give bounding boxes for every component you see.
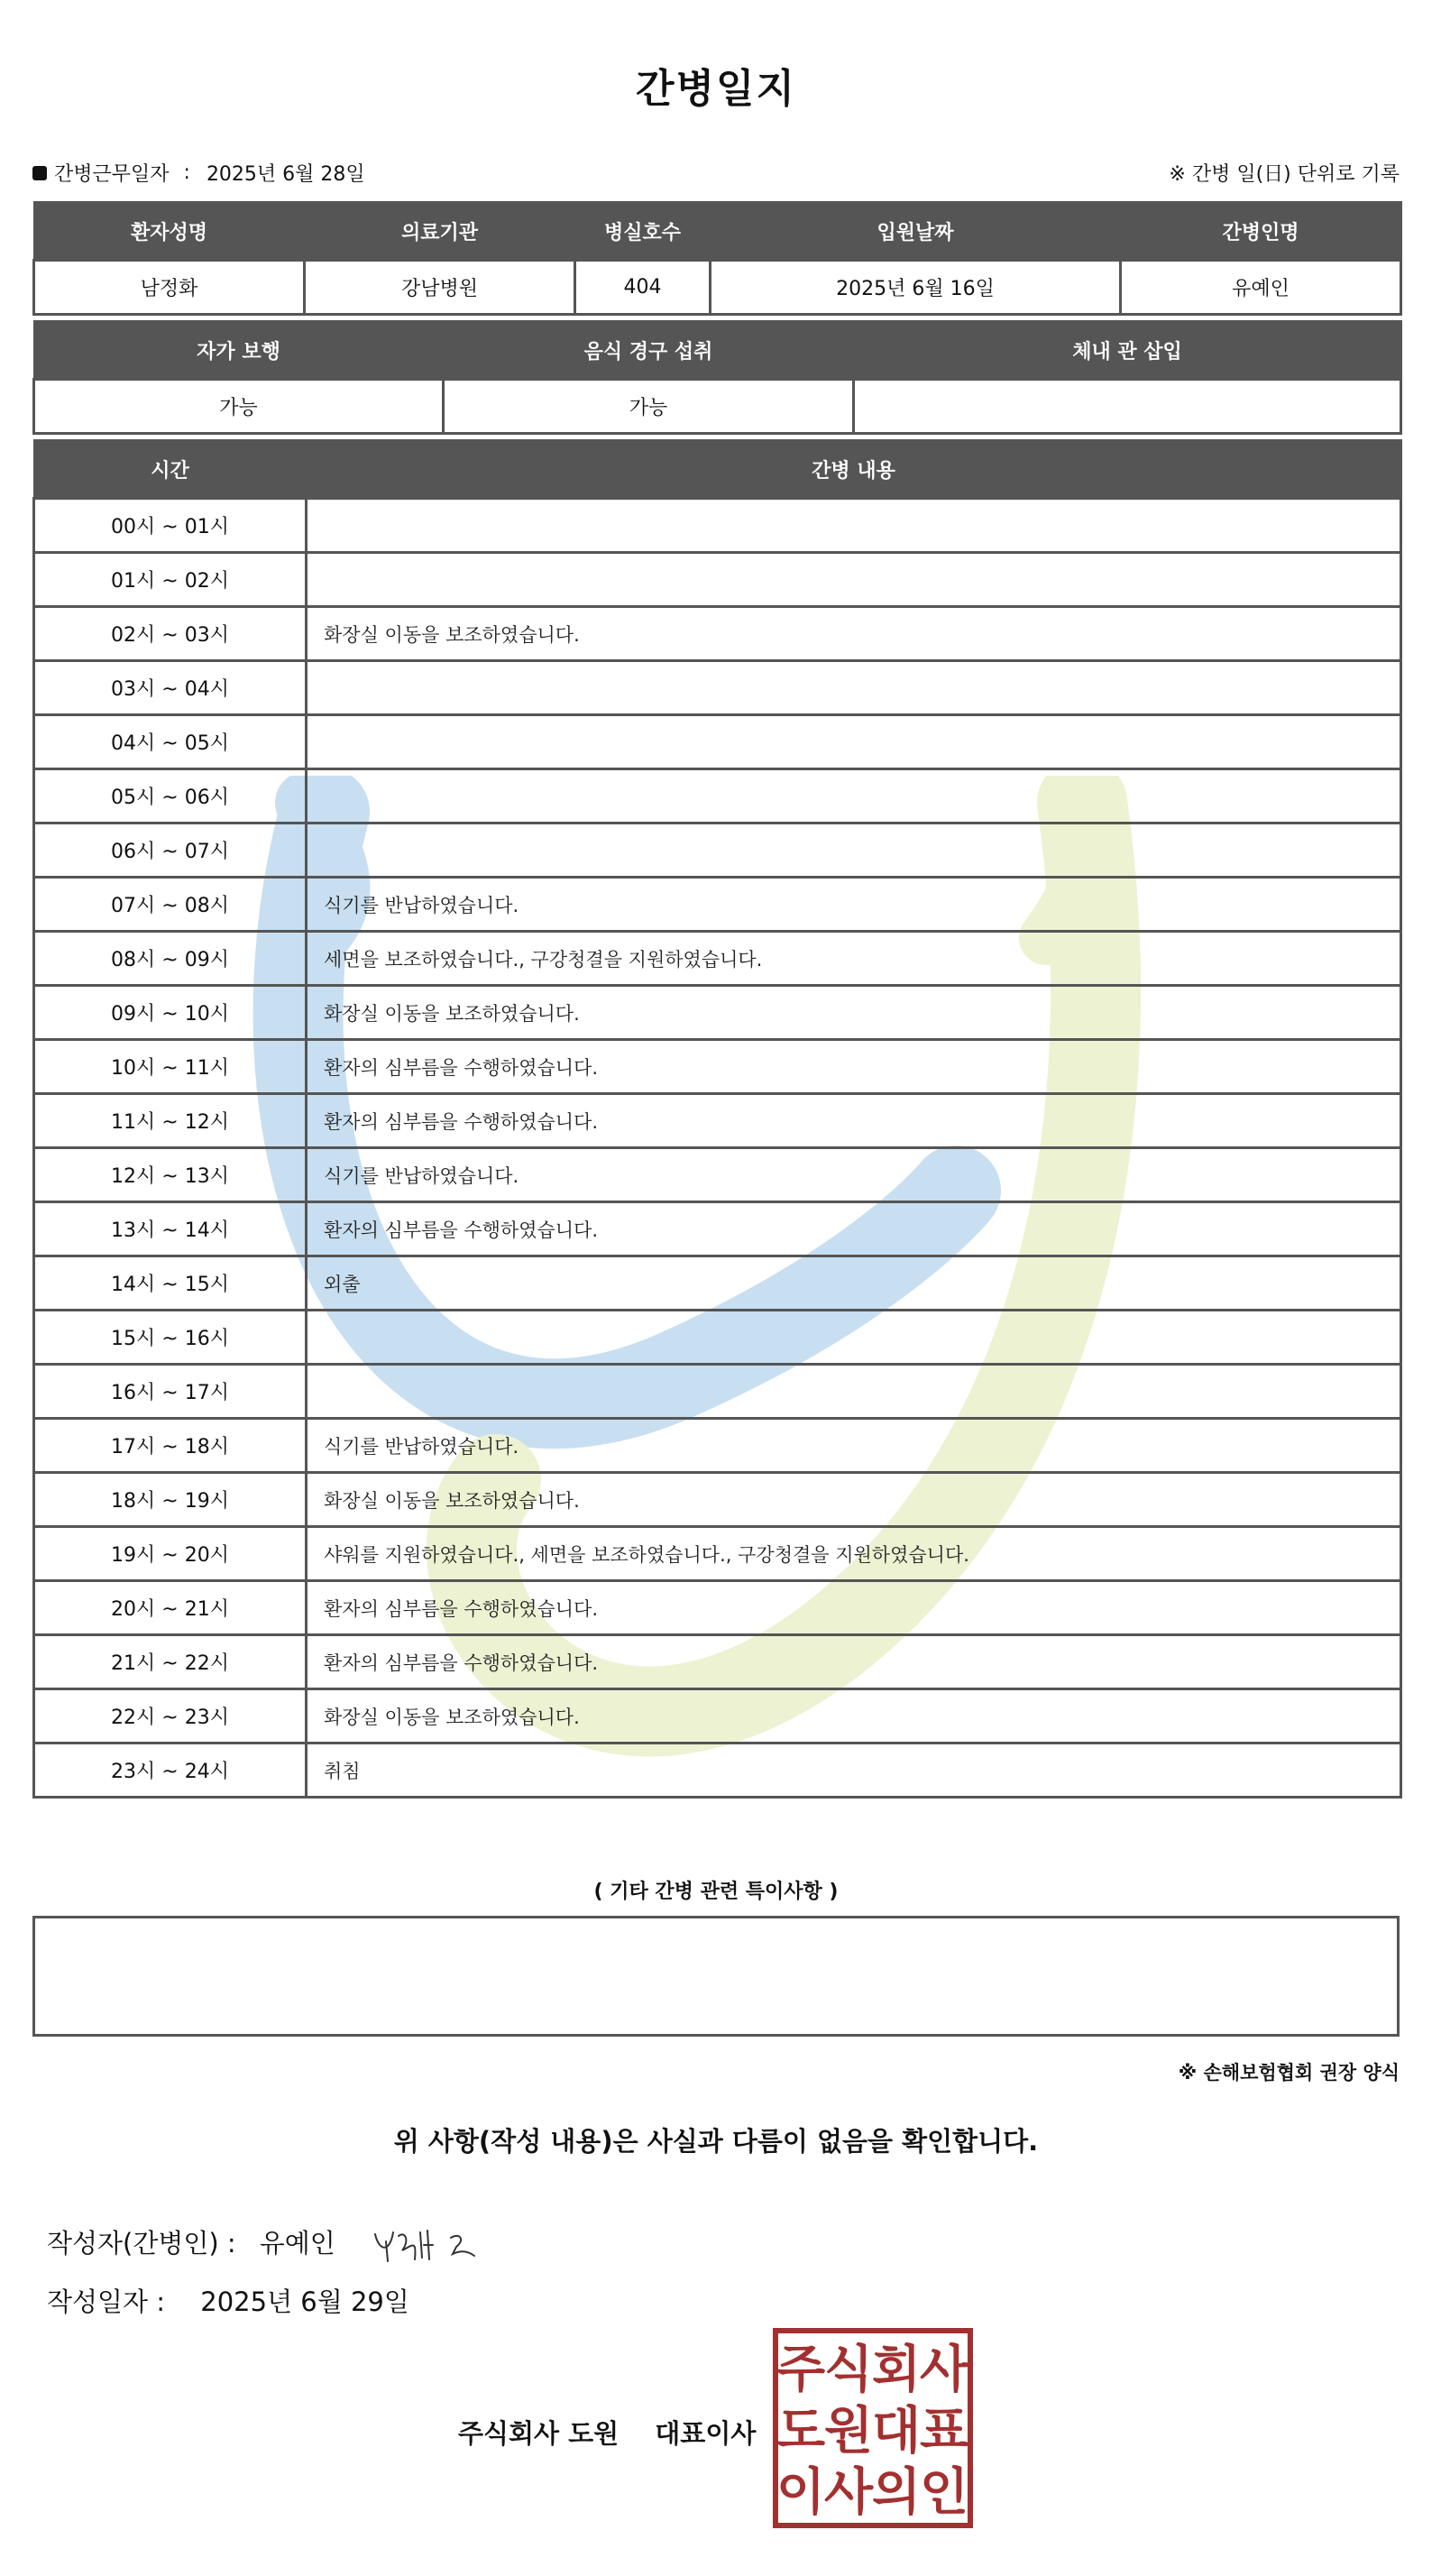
- writer-name: 유예인: [259, 2227, 335, 2259]
- header-hospital: 의료기관: [305, 202, 575, 261]
- header-room: 병실호수: [575, 202, 711, 261]
- work-date-value: 2025년 6월 28일: [206, 163, 365, 186]
- tube-insertion-value: [854, 380, 1401, 434]
- seal-character: 인: [919, 2463, 969, 2522]
- care-log-time: 11시 ~ 12시: [34, 1094, 307, 1148]
- work-date-separator: :: [183, 161, 190, 184]
- header-time: 시간: [34, 440, 307, 499]
- care-log-content: 환자의 심부름을 수행하였습니다.: [307, 1094, 1401, 1148]
- care-log-content: 환자의 심부름을 수행하였습니다.: [307, 1635, 1401, 1689]
- seal-character: 대: [871, 2402, 922, 2461]
- writer-label: 작성자(간병인) :: [47, 2227, 236, 2259]
- care-log-row: [34, 1581, 1401, 1635]
- care-log-time: 08시 ~ 09시: [34, 932, 307, 986]
- care-log-time: 22시 ~ 23시: [34, 1689, 307, 1743]
- care-log-time: 18시 ~ 19시: [34, 1473, 307, 1527]
- care-log-content: 외출: [307, 1256, 1401, 1311]
- header-admission-date: 입원날짜: [711, 202, 1121, 261]
- care-log-row: [34, 1148, 1401, 1202]
- care-log-row: [34, 499, 1401, 553]
- etc-title: ( 기타 간병 관련 특이사항 ): [593, 1881, 839, 1903]
- seal-character: 사: [823, 2463, 874, 2522]
- caregiver-name: 유예인: [1121, 261, 1401, 315]
- care-log-time: 07시 ~ 08시: [34, 878, 307, 932]
- care-log-time: 15시 ~ 16시: [34, 1311, 307, 1365]
- writer-line: [47, 2214, 492, 2268]
- care-log-row: [34, 1094, 1401, 1148]
- care-log-table: [32, 439, 1402, 1799]
- care-log-content: 세면을 보조하였습니다., 구강청결을 지원하였습니다.: [307, 932, 1401, 986]
- care-log-time: 03시 ~ 04시: [34, 661, 307, 715]
- care-log-time: 00시 ~ 01시: [34, 499, 307, 553]
- care-log-content: 화장실 이동을 보조하였습니다.: [307, 607, 1401, 661]
- care-log-row: [34, 1689, 1401, 1743]
- written-date-label: 작성일자 :: [47, 2286, 166, 2317]
- seal-character: 사: [919, 2341, 969, 2399]
- care-log-content: 화장실 이동을 보조하였습니다.: [307, 1473, 1401, 1527]
- care-log-content: 샤워를 지원하였습니다., 세면을 보조하였습니다., 구강청결을 지원하였습니다.: [307, 1527, 1401, 1581]
- care-log-content: 식기를 반납하였습니다.: [307, 1148, 1401, 1202]
- header-caregiver-name: 간병인명: [1121, 202, 1401, 261]
- work-date-label: 간병근무일자: [54, 163, 170, 186]
- care-log-time: 17시 ~ 18시: [34, 1419, 307, 1473]
- care-log-time: 02시 ~ 03시: [34, 607, 307, 661]
- care-log-content: [307, 661, 1401, 715]
- care-log-row: [34, 1202, 1401, 1256]
- bullet-square-icon: [32, 166, 47, 180]
- care-log-content: 화장실 이동을 보조하였습니다.: [307, 1689, 1401, 1743]
- seal-character: 회: [871, 2341, 922, 2399]
- seal-character: 도: [776, 2402, 826, 2461]
- patient-name: 남정화: [34, 261, 305, 315]
- care-log-time: 12시 ~ 13시: [34, 1148, 307, 1202]
- header-tube-insertion: 체내 관 삽입: [854, 321, 1401, 380]
- care-log-time: 19시 ~ 20시: [34, 1527, 307, 1581]
- care-log-row: [34, 1419, 1401, 1473]
- oral-intake-value: 가능: [444, 380, 854, 434]
- seal-character: 이: [776, 2463, 826, 2522]
- patient-info-table: [32, 201, 1402, 316]
- care-log-row: [34, 715, 1401, 769]
- seal-character: 표: [919, 2402, 969, 2461]
- care-log-row: [34, 1365, 1401, 1419]
- care-log-content: [307, 1311, 1401, 1365]
- company-representative: 대표이사: [655, 2418, 757, 2449]
- care-log-row: [34, 553, 1401, 607]
- care-log-row: [34, 1256, 1401, 1311]
- form-note: ※ 손해보험협회 권장 양식: [1178, 2062, 1400, 2084]
- confirmation-statement: 위 사항(작성 내용)은 사실과 다름이 없음을 확인합니다.: [393, 2126, 1039, 2157]
- care-log-content: 식기를 반납하였습니다.: [307, 1419, 1401, 1473]
- care-log-time: 13시 ~ 14시: [34, 1202, 307, 1256]
- seal-character: 원: [823, 2402, 874, 2461]
- care-log-content: [307, 769, 1401, 823]
- care-log-content: 취침: [307, 1743, 1401, 1798]
- care-log-content: [307, 1365, 1401, 1419]
- care-log-row: [34, 1743, 1401, 1798]
- care-log-time: 14시 ~ 15시: [34, 1256, 307, 1311]
- care-log-row: [34, 986, 1401, 1040]
- header-care-content: 간병 내용: [307, 440, 1401, 499]
- admission-date: 2025년 6월 16일: [711, 261, 1121, 315]
- page-title: 간병일지: [635, 66, 796, 112]
- care-log-content: 화장실 이동을 보조하였습니다.: [307, 986, 1401, 1040]
- care-log-row: [34, 878, 1401, 932]
- written-date-value: 2025년 6월 29일: [200, 2286, 409, 2317]
- self-walking-value: 가능: [34, 380, 444, 434]
- care-log-row: [34, 1473, 1401, 1527]
- care-log-content: 환자의 심부름을 수행하였습니다.: [307, 1202, 1401, 1256]
- company-seal-stamp: [772, 2327, 974, 2529]
- company-name: 주식회사 도원: [458, 2418, 620, 2449]
- header-self-walking: 자가 보행: [34, 321, 444, 380]
- written-date-line: [47, 2282, 409, 2319]
- care-log-row: [34, 1527, 1401, 1581]
- care-log-time: 04시 ~ 05시: [34, 715, 307, 769]
- seal-character: 주: [776, 2341, 826, 2399]
- care-log-row: [34, 1311, 1401, 1365]
- seal-character: 식: [823, 2341, 874, 2399]
- care-log-content: 환자의 심부름을 수행하였습니다.: [307, 1581, 1401, 1635]
- signature-image: [366, 2214, 492, 2268]
- care-log-time: 16시 ~ 17시: [34, 1365, 307, 1419]
- seal-character: 의: [871, 2463, 922, 2522]
- care-log-row: [34, 823, 1401, 878]
- care-log-content: [307, 823, 1401, 878]
- room-number: 404: [575, 261, 711, 315]
- care-log-time: 20시 ~ 21시: [34, 1581, 307, 1635]
- care-log-row: [34, 607, 1401, 661]
- etc-notes-box: [32, 1916, 1400, 2037]
- work-date: [32, 159, 365, 187]
- company-line: [458, 2414, 756, 2451]
- header-patient-name: 환자성명: [34, 202, 305, 261]
- care-log-row: [34, 1635, 1401, 1689]
- care-log-row: [34, 1040, 1401, 1094]
- care-log-content: 환자의 심부름을 수행하였습니다.: [307, 1040, 1401, 1094]
- care-log-time: 23시 ~ 24시: [34, 1743, 307, 1798]
- care-log-row: [34, 769, 1401, 823]
- care-log-time: 06시 ~ 07시: [34, 823, 307, 878]
- care-log-content: [307, 715, 1401, 769]
- care-log-content: [307, 553, 1401, 607]
- hospital-name: 강남병원: [305, 261, 575, 315]
- care-log-content: 식기를 반납하였습니다.: [307, 878, 1401, 932]
- patient-status-table: [32, 320, 1402, 435]
- care-log-time: 10시 ~ 11시: [34, 1040, 307, 1094]
- unit-note: ※ 간병 일(日) 단위로 기록: [1169, 163, 1400, 186]
- care-log-time: 21시 ~ 22시: [34, 1635, 307, 1689]
- care-log-time: 01시 ~ 02시: [34, 553, 307, 607]
- header-oral-intake: 음식 경구 섭취: [444, 321, 854, 380]
- care-log-row: [34, 661, 1401, 715]
- care-log-time: 09시 ~ 10시: [34, 986, 307, 1040]
- care-log-time: 05시 ~ 06시: [34, 769, 307, 823]
- care-log-row: [34, 932, 1401, 986]
- care-log-content: [307, 499, 1401, 553]
